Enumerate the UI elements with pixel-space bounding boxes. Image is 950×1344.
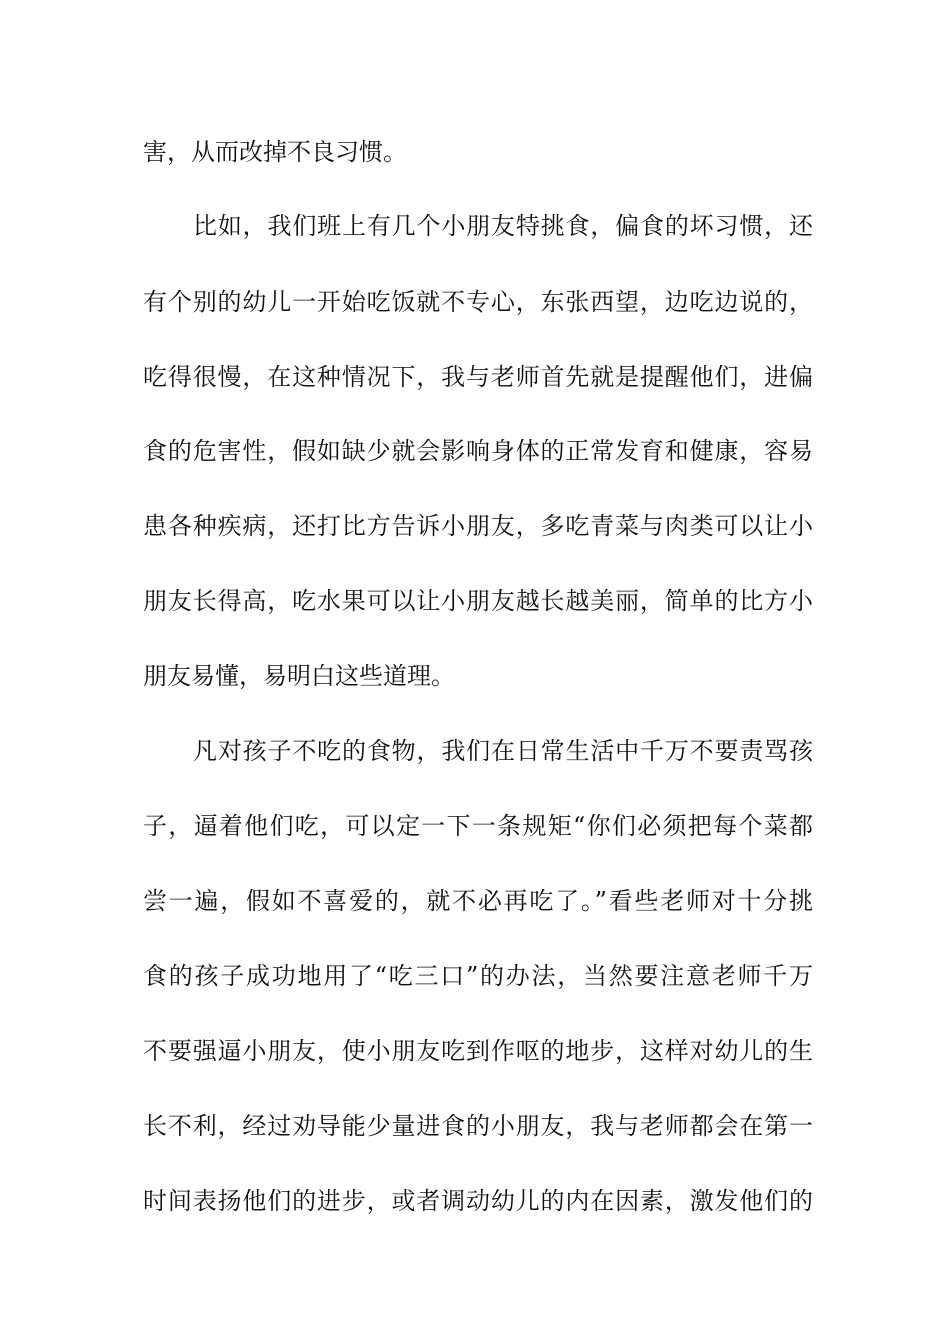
paragraph-line: 食的危害性，假如缺少就会影响身体的正常发育和健康，容易 [143,437,813,465]
paragraph-line: 有个别的幼儿一开始吃饭就不专心，东张西望，边吃边说的， [143,288,813,316]
paragraph-line: 食的孩子成功地用了“吃三口”的办法，当然要注意老师千万 [143,962,813,990]
paragraph-line: 患各种疾病，还打比方告诉小朋友，多吃青菜与肉类可以让小 [143,512,813,540]
paragraph-line: 吃得很慢，在这种情况下，我与老师首先就是提醒他们，进偏 [143,363,813,391]
paragraph-line: 害，从而改掉不良习惯。 [143,138,407,166]
paragraph-line: 时间表扬他们的进步，或者调动幼儿的内在因素，激发他们的 [143,1187,813,1215]
paragraph-line: 尝一遍，假如不喜爱的，就不必再吃了。”看些老师对十分挑 [143,887,813,915]
paragraph-line: 凡对孩子不吃的食物，我们在日常生活中千万不要责骂孩 [193,737,813,765]
paragraph-line: 子，逼着他们吃，可以定一下一条规矩“你们必须把每个菜都 [143,812,813,840]
paragraph-line: 朋友长得高，吃水果可以让小朋友越长越美丽，简单的比方小 [143,587,813,615]
paragraph-line: 朋友易懂，易明白这些道理。 [143,662,455,690]
paragraph-line: 不要强逼小朋友，使小朋友吃到作呕的地步，这样对幼儿的生 [143,1037,813,1065]
paragraph-line: 比如，我们班上有几个小朋友特挑食，偏食的坏习惯，还 [193,212,813,240]
paragraph-line: 长不利，经过劝导能少量进食的小朋友，我与老师都会在第一 [143,1112,813,1140]
